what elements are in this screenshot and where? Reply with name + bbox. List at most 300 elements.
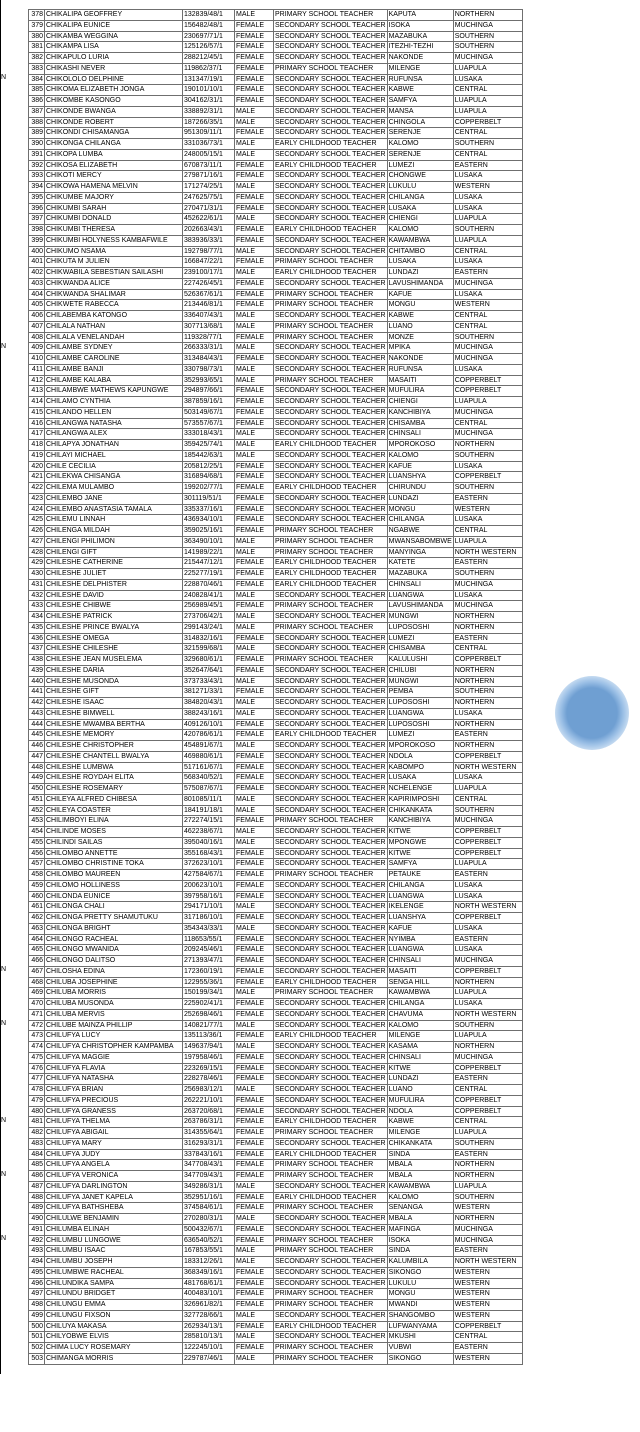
position-cell: SECONDARY SCHOOL TEACHER bbox=[274, 891, 388, 902]
province-cell: COPPERBELT bbox=[453, 913, 522, 924]
table-row bbox=[29, 956, 523, 967]
table-row bbox=[29, 53, 523, 64]
province-cell: COPPERBELT bbox=[453, 655, 522, 666]
district-cell: RUFUNSA bbox=[387, 364, 453, 375]
district-cell: SERENJE bbox=[387, 149, 453, 160]
gender-cell: FEMALE bbox=[235, 1160, 274, 1171]
floating-assistive-button[interactable] bbox=[555, 676, 629, 750]
name-cell: CHILUFYA FLAVIA bbox=[45, 1063, 183, 1074]
id-number-cell: 314832/16/1 bbox=[183, 633, 235, 644]
position-cell: SECONDARY SCHOOL TEACHER bbox=[274, 1009, 388, 1020]
id-number-cell: 381271/33/1 bbox=[183, 687, 235, 698]
district-cell: MANSA bbox=[387, 106, 453, 117]
name-cell: CHILESHE JEAN MUSELEMA bbox=[45, 655, 183, 666]
gender-cell: FEMALE bbox=[235, 1149, 274, 1160]
province-cell: COPPERBELT bbox=[453, 117, 522, 128]
row-number-cell: 396 bbox=[29, 203, 45, 214]
row-number-cell: 395 bbox=[29, 192, 45, 203]
gender-cell: MALE bbox=[235, 311, 274, 322]
gender-cell: FEMALE bbox=[235, 1117, 274, 1128]
name-cell: CHILAMO CYNTHIA bbox=[45, 397, 183, 408]
row-number-cell: 417 bbox=[29, 429, 45, 440]
name-cell: CHILESHE DARIA bbox=[45, 665, 183, 676]
gender-cell: MALE bbox=[235, 440, 274, 451]
province-cell: SOUTHERN bbox=[453, 139, 522, 150]
row-number-cell: 436 bbox=[29, 633, 45, 644]
gender-cell: MALE bbox=[235, 1020, 274, 1031]
district-cell: MILENGE bbox=[387, 63, 453, 74]
gender-cell: FEMALE bbox=[235, 31, 274, 42]
table-row bbox=[29, 1063, 523, 1074]
row-number-cell: 443 bbox=[29, 708, 45, 719]
position-cell: SECONDARY SCHOOL TEACHER bbox=[274, 493, 388, 504]
name-cell: CHILAMBE KALABA bbox=[45, 375, 183, 386]
table-row bbox=[29, 988, 523, 999]
name-cell: CHILUNGU FIXSON bbox=[45, 1310, 183, 1321]
id-number-cell: 330798/73/1 bbox=[183, 364, 235, 375]
position-cell: PRIMARY SCHOOL TEACHER bbox=[274, 321, 388, 332]
row-number-cell: 488 bbox=[29, 1192, 45, 1203]
district-cell: PEMBA bbox=[387, 687, 453, 698]
province-cell: SOUTHERN bbox=[453, 225, 522, 236]
gender-cell: FEMALE bbox=[235, 816, 274, 827]
table-row bbox=[29, 1128, 523, 1139]
table-row bbox=[29, 1085, 523, 1096]
table-row bbox=[29, 891, 523, 902]
district-cell: KABWE bbox=[387, 311, 453, 322]
district-cell: CHISAMBA bbox=[387, 418, 453, 429]
position-cell: SECONDARY SCHOOL TEACHER bbox=[274, 956, 388, 967]
id-number-cell: 149637/94/1 bbox=[183, 1042, 235, 1053]
name-cell: CHIKUMBI DONALD bbox=[45, 214, 183, 225]
name-cell: CHIKASHI NEVER bbox=[45, 63, 183, 74]
name-cell: CHIKALIPA GEOFFREY bbox=[45, 10, 183, 21]
row-number-cell: 490 bbox=[29, 1214, 45, 1225]
table-row bbox=[29, 1031, 523, 1042]
table-row bbox=[29, 708, 523, 719]
id-number-cell: 304162/31/1 bbox=[183, 96, 235, 107]
table-body bbox=[29, 10, 523, 1365]
table-row bbox=[29, 321, 523, 332]
row-number-cell: 432 bbox=[29, 590, 45, 601]
table-row bbox=[29, 42, 523, 53]
table-row bbox=[29, 1138, 523, 1149]
name-cell: CHIKALIPA EUNICE bbox=[45, 20, 183, 31]
position-cell: PRIMARY SCHOOL TEACHER bbox=[274, 988, 388, 999]
id-number-cell: 333018/43/1 bbox=[183, 429, 235, 440]
province-cell: NORTHERN bbox=[453, 741, 522, 752]
province-cell: WESTERN bbox=[453, 1267, 522, 1278]
table-row bbox=[29, 1020, 523, 1031]
district-cell: LUANGWA bbox=[387, 708, 453, 719]
id-number-cell: 359025/16/1 bbox=[183, 526, 235, 537]
table-row bbox=[29, 375, 523, 386]
name-cell: CHIKAMBA WEGGINA bbox=[45, 31, 183, 42]
id-number-cell: 228278/46/1 bbox=[183, 1074, 235, 1085]
province-cell: MUCHINGA bbox=[453, 354, 522, 365]
name-cell: CHILESHE JULIET bbox=[45, 569, 183, 580]
table-row bbox=[29, 913, 523, 924]
row-number-cell: 429 bbox=[29, 558, 45, 569]
table-row bbox=[29, 526, 523, 537]
left-border-line bbox=[0, 0, 1, 1374]
position-cell: PRIMARY SCHOOL TEACHER bbox=[274, 289, 388, 300]
id-number-cell: 347709/43/1 bbox=[183, 1171, 235, 1182]
position-cell: SECONDARY SCHOOL TEACHER bbox=[274, 719, 388, 730]
name-cell: CHIKONGA CHILANGA bbox=[45, 139, 183, 150]
name-cell: CHIKUMO NSAMA bbox=[45, 246, 183, 257]
position-cell: SECONDARY SCHOOL TEACHER bbox=[274, 397, 388, 408]
district-cell: MONGU bbox=[387, 300, 453, 311]
gender-cell: MALE bbox=[235, 246, 274, 257]
row-number-cell: 495 bbox=[29, 1267, 45, 1278]
id-number-cell: 409126/10/1 bbox=[183, 719, 235, 730]
province-cell: WESTERN bbox=[453, 1289, 522, 1300]
table-row bbox=[29, 1106, 523, 1117]
id-number-cell: 248005/15/1 bbox=[183, 149, 235, 160]
table-row bbox=[29, 655, 523, 666]
name-cell: CHILUBE MAINZA PHILLIP bbox=[45, 1020, 183, 1031]
name-cell: CHILUBA MERVIS bbox=[45, 1009, 183, 1020]
province-cell: LUAPULA bbox=[453, 988, 522, 999]
table-row bbox=[29, 74, 523, 85]
id-number-cell: 225902/41/1 bbox=[183, 999, 235, 1010]
id-number-cell: 187266/35/1 bbox=[183, 117, 235, 128]
position-cell: PRIMARY SCHOOL TEACHER bbox=[274, 332, 388, 343]
table-row bbox=[29, 31, 523, 42]
id-number-cell: 230697/71/1 bbox=[183, 31, 235, 42]
province-cell: COPPERBELT bbox=[453, 827, 522, 838]
name-cell: CHILONGO RACHEAL bbox=[45, 934, 183, 945]
table-row bbox=[29, 1074, 523, 1085]
table-row bbox=[29, 289, 523, 300]
gender-cell: FEMALE bbox=[235, 171, 274, 182]
position-cell: SECONDARY SCHOOL TEACHER bbox=[274, 676, 388, 687]
gender-cell: MALE bbox=[235, 827, 274, 838]
name-cell: CHILENGI PHILIMON bbox=[45, 536, 183, 547]
position-cell: PRIMARY SCHOOL TEACHER bbox=[274, 257, 388, 268]
row-number-cell: 403 bbox=[29, 278, 45, 289]
id-number-cell: 397958/16/1 bbox=[183, 891, 235, 902]
position-cell: EARLY CHILDHOOD TEACHER bbox=[274, 579, 388, 590]
table-row bbox=[29, 966, 523, 977]
gender-cell: FEMALE bbox=[235, 1095, 274, 1106]
province-cell: COPPERBELT bbox=[453, 751, 522, 762]
province-cell: MUCHINGA bbox=[453, 1235, 522, 1246]
table-row bbox=[29, 870, 523, 881]
id-number-cell: 469880/61/1 bbox=[183, 751, 235, 762]
position-cell: EARLY CHILDHOOD TEACHER bbox=[274, 977, 388, 988]
row-number-cell: 393 bbox=[29, 171, 45, 182]
district-cell: CHIRUNDU bbox=[387, 483, 453, 494]
name-cell: CHILOMO HOLLINESS bbox=[45, 880, 183, 891]
name-cell: CHIKOMBE KASONGO bbox=[45, 96, 183, 107]
province-cell: SOUTHERN bbox=[453, 483, 522, 494]
name-cell: CHILESHE ROSEMARY bbox=[45, 784, 183, 795]
district-cell: KABWE bbox=[387, 85, 453, 96]
row-number-cell: 473 bbox=[29, 1031, 45, 1042]
name-cell: CHIKAMPA LISA bbox=[45, 42, 183, 53]
margin-mark: N bbox=[1, 1235, 7, 1243]
id-number-cell: 263720/68/1 bbox=[183, 1106, 235, 1117]
district-cell: SERENJE bbox=[387, 128, 453, 139]
position-cell: SECONDARY SCHOOL TEACHER bbox=[274, 1085, 388, 1096]
position-cell: SECONDARY SCHOOL TEACHER bbox=[274, 407, 388, 418]
table-row bbox=[29, 203, 523, 214]
id-number-cell: 185442/63/1 bbox=[183, 450, 235, 461]
position-cell: SECONDARY SCHOOL TEACHER bbox=[274, 203, 388, 214]
gender-cell: MALE bbox=[235, 1353, 274, 1364]
district-cell: MAZABUKA bbox=[387, 31, 453, 42]
province-cell: LUAPULA bbox=[453, 63, 522, 74]
table-row bbox=[29, 633, 523, 644]
position-cell: SECONDARY SCHOOL TEACHER bbox=[274, 235, 388, 246]
position-cell: SECONDARY SCHOOL TEACHER bbox=[274, 644, 388, 655]
position-cell: SECONDARY SCHOOL TEACHER bbox=[274, 794, 388, 805]
table-row bbox=[29, 461, 523, 472]
name-cell: CHILINDI SAILAS bbox=[45, 837, 183, 848]
row-number-cell: 382 bbox=[29, 53, 45, 64]
name-cell: CHILESHE CATHERINE bbox=[45, 558, 183, 569]
position-cell: SECONDARY SCHOOL TEACHER bbox=[274, 149, 388, 160]
id-number-cell: 500432/67/1 bbox=[183, 1224, 235, 1235]
margin-mark: N bbox=[1, 1116, 7, 1124]
id-number-cell: 132839/48/1 bbox=[183, 10, 235, 21]
name-cell: CHIKONDI CHISAMANGA bbox=[45, 128, 183, 139]
row-number-cell: 479 bbox=[29, 1095, 45, 1106]
id-number-cell: 279871/16/1 bbox=[183, 171, 235, 182]
position-cell: SECONDARY SCHOOL TEACHER bbox=[274, 762, 388, 773]
table-row bbox=[29, 622, 523, 633]
province-cell: EASTERN bbox=[453, 934, 522, 945]
district-cell: KAFUE bbox=[387, 289, 453, 300]
row-number-cell: 499 bbox=[29, 1310, 45, 1321]
table-row bbox=[29, 63, 523, 74]
gender-cell: FEMALE bbox=[235, 1171, 274, 1182]
district-cell: CHIKANKATA bbox=[387, 1138, 453, 1149]
id-number-cell: 384820/43/1 bbox=[183, 698, 235, 709]
id-number-cell: 266333/31/1 bbox=[183, 343, 235, 354]
gender-cell: FEMALE bbox=[235, 1138, 274, 1149]
district-cell: MANYINGA bbox=[387, 547, 453, 558]
row-number-cell: 485 bbox=[29, 1160, 45, 1171]
district-cell: CHINSALI bbox=[387, 1052, 453, 1063]
gender-cell: FEMALE bbox=[235, 1052, 274, 1063]
table-row bbox=[29, 536, 523, 547]
id-number-cell: 400483/10/1 bbox=[183, 1289, 235, 1300]
province-cell: SOUTHERN bbox=[453, 1138, 522, 1149]
province-cell: NORTH WESTERN bbox=[453, 547, 522, 558]
position-cell: SECONDARY SCHOOL TEACHER bbox=[274, 192, 388, 203]
table-row bbox=[29, 192, 523, 203]
row-number-cell: 475 bbox=[29, 1052, 45, 1063]
province-cell: EASTERN bbox=[453, 633, 522, 644]
gender-cell: FEMALE bbox=[235, 160, 274, 171]
province-cell: COPPERBELT bbox=[453, 966, 522, 977]
table-row bbox=[29, 1278, 523, 1289]
row-number-cell: 500 bbox=[29, 1321, 45, 1332]
name-cell: CHIKUMBE MAJORY bbox=[45, 192, 183, 203]
row-number-cell: 419 bbox=[29, 450, 45, 461]
gender-cell: FEMALE bbox=[235, 461, 274, 472]
name-cell: CHILESHE LUMBWA bbox=[45, 762, 183, 773]
district-cell: LAVUSHIMANDA bbox=[387, 601, 453, 612]
province-cell: CENTRAL bbox=[453, 794, 522, 805]
district-cell: MONGU bbox=[387, 1289, 453, 1300]
id-number-cell: 327728/66/1 bbox=[183, 1310, 235, 1321]
id-number-cell: 213446/81/1 bbox=[183, 300, 235, 311]
table-row bbox=[29, 106, 523, 117]
id-number-cell: 352647/64/1 bbox=[183, 665, 235, 676]
province-cell: SOUTHERN bbox=[453, 42, 522, 53]
table-row bbox=[29, 579, 523, 590]
id-number-cell: 359425/74/1 bbox=[183, 440, 235, 451]
margin-mark: N bbox=[1, 1020, 7, 1028]
id-number-cell: 338892/31/1 bbox=[183, 106, 235, 117]
position-cell: EARLY CHILDHOOD TEACHER bbox=[274, 558, 388, 569]
position-cell: SECONDARY SCHOOL TEACHER bbox=[274, 687, 388, 698]
row-number-cell: 477 bbox=[29, 1074, 45, 1085]
province-cell: SOUTHERN bbox=[453, 450, 522, 461]
district-cell: CHINSALI bbox=[387, 429, 453, 440]
district-cell: KABOMPO bbox=[387, 762, 453, 773]
id-number-cell: 347708/43/1 bbox=[183, 1160, 235, 1171]
province-cell: EASTERN bbox=[453, 160, 522, 171]
table-row bbox=[29, 569, 523, 580]
district-cell: RUFUNSA bbox=[387, 74, 453, 85]
gender-cell: FEMALE bbox=[235, 1009, 274, 1020]
district-cell: SAMFYA bbox=[387, 96, 453, 107]
province-cell: SOUTHERN bbox=[453, 569, 522, 580]
row-number-cell: 455 bbox=[29, 837, 45, 848]
district-cell: ISOKA bbox=[387, 20, 453, 31]
row-number-cell: 484 bbox=[29, 1149, 45, 1160]
name-cell: CHILINDE MOSES bbox=[45, 827, 183, 838]
gender-cell: MALE bbox=[235, 1214, 274, 1225]
table-row bbox=[29, 407, 523, 418]
row-number-cell: 439 bbox=[29, 665, 45, 676]
id-number-cell: 172360/19/1 bbox=[183, 966, 235, 977]
gender-cell: FEMALE bbox=[235, 719, 274, 730]
district-cell: KALOMO bbox=[387, 450, 453, 461]
id-number-cell: 462238/67/1 bbox=[183, 827, 235, 838]
district-cell: MUFULIRA bbox=[387, 1095, 453, 1106]
gender-cell: FEMALE bbox=[235, 687, 274, 698]
id-number-cell: 167853/55/1 bbox=[183, 1246, 235, 1257]
name-cell: CHILESHE PATRICK bbox=[45, 612, 183, 623]
gender-cell: FEMALE bbox=[235, 1192, 274, 1203]
row-number-cell: 408 bbox=[29, 332, 45, 343]
name-cell: CHILENGA MILDAH bbox=[45, 526, 183, 537]
position-cell: SECONDARY SCHOOL TEACHER bbox=[274, 966, 388, 977]
id-number-cell: 285810/13/1 bbox=[183, 1332, 235, 1343]
province-cell: NORTHERN bbox=[453, 10, 522, 21]
table-row bbox=[29, 1235, 523, 1246]
row-number-cell: 442 bbox=[29, 698, 45, 709]
name-cell: CHILUFYA BATHSHEBA bbox=[45, 1203, 183, 1214]
gender-cell: FEMALE bbox=[235, 300, 274, 311]
position-cell: SECONDARY SCHOOL TEACHER bbox=[274, 311, 388, 322]
name-cell: CHILUFYA GRANESS bbox=[45, 1106, 183, 1117]
gender-cell: MALE bbox=[235, 698, 274, 709]
position-cell: EARLY CHILDHOOD TEACHER bbox=[274, 440, 388, 451]
gender-cell: MALE bbox=[235, 805, 274, 816]
province-cell: LUAPULA bbox=[453, 397, 522, 408]
district-cell: CHINSALI bbox=[387, 579, 453, 590]
province-cell: EASTERN bbox=[453, 1246, 522, 1257]
position-cell: EARLY CHILDHOOD TEACHER bbox=[274, 1192, 388, 1203]
position-cell: SECONDARY SCHOOL TEACHER bbox=[274, 999, 388, 1010]
table-row bbox=[29, 418, 523, 429]
gender-cell: FEMALE bbox=[235, 1063, 274, 1074]
district-cell: KALUMBILA bbox=[387, 1257, 453, 1268]
province-cell: LUAPULA bbox=[453, 859, 522, 870]
district-cell: LUKULU bbox=[387, 1278, 453, 1289]
gender-cell: MALE bbox=[235, 149, 274, 160]
gender-cell: MALE bbox=[235, 837, 274, 848]
position-cell: SECONDARY SCHOOL TEACHER bbox=[274, 837, 388, 848]
district-cell: LUSAKA bbox=[387, 773, 453, 784]
position-cell: SECONDARY SCHOOL TEACHER bbox=[274, 1310, 388, 1321]
name-cell: CHILUFYA JANET KAPELA bbox=[45, 1192, 183, 1203]
table-row bbox=[29, 171, 523, 182]
gender-cell: FEMALE bbox=[235, 945, 274, 956]
id-number-cell: 349286/31/1 bbox=[183, 1181, 235, 1192]
district-cell: KALOMO bbox=[387, 1020, 453, 1031]
district-cell: MASAITI bbox=[387, 966, 453, 977]
row-number-cell: 468 bbox=[29, 977, 45, 988]
district-cell: CHILANGA bbox=[387, 880, 453, 891]
position-cell: PRIMARY SCHOOL TEACHER bbox=[274, 536, 388, 547]
gender-cell: FEMALE bbox=[235, 751, 274, 762]
margin-mark: N bbox=[1, 343, 7, 351]
id-number-cell: 272274/15/1 bbox=[183, 816, 235, 827]
row-number-cell: 470 bbox=[29, 999, 45, 1010]
name-cell: CHILUFYA LUCY bbox=[45, 1031, 183, 1042]
position-cell: PRIMARY SCHOOL TEACHER bbox=[274, 816, 388, 827]
province-cell: LUSAKA bbox=[453, 708, 522, 719]
row-number-cell: 386 bbox=[29, 96, 45, 107]
gender-cell: MALE bbox=[235, 1332, 274, 1343]
row-number-cell: 384 bbox=[29, 74, 45, 85]
district-cell: LUMEZI bbox=[387, 730, 453, 741]
gender-cell: FEMALE bbox=[235, 1128, 274, 1139]
row-number-cell: 420 bbox=[29, 461, 45, 472]
gender-cell: FEMALE bbox=[235, 203, 274, 214]
name-cell: CHILUFYA CHRISTOPHER KAMPAMBA bbox=[45, 1042, 183, 1053]
row-number-cell: 412 bbox=[29, 375, 45, 386]
id-number-cell: 373733/43/1 bbox=[183, 676, 235, 687]
position-cell: SECONDARY SCHOOL TEACHER bbox=[274, 902, 388, 913]
row-number-cell: 404 bbox=[29, 289, 45, 300]
district-cell: KITWE bbox=[387, 848, 453, 859]
name-cell: CHILALA VENELANDAH bbox=[45, 332, 183, 343]
province-cell: COPPERBELT bbox=[453, 837, 522, 848]
province-cell: EASTERN bbox=[453, 268, 522, 279]
province-cell: WESTERN bbox=[453, 1310, 522, 1321]
province-cell: EASTERN bbox=[453, 1149, 522, 1160]
district-cell: CHITAMBO bbox=[387, 246, 453, 257]
table-row bbox=[29, 1149, 523, 1160]
row-number-cell: 434 bbox=[29, 612, 45, 623]
table-row bbox=[29, 311, 523, 322]
position-cell: PRIMARY SCHOOL TEACHER bbox=[274, 1203, 388, 1214]
table-row bbox=[29, 816, 523, 827]
id-number-cell: 271393/47/1 bbox=[183, 956, 235, 967]
province-cell: NORTHERN bbox=[453, 665, 522, 676]
district-cell: KAWAMBWA bbox=[387, 235, 453, 246]
province-cell: LUAPULA bbox=[453, 235, 522, 246]
